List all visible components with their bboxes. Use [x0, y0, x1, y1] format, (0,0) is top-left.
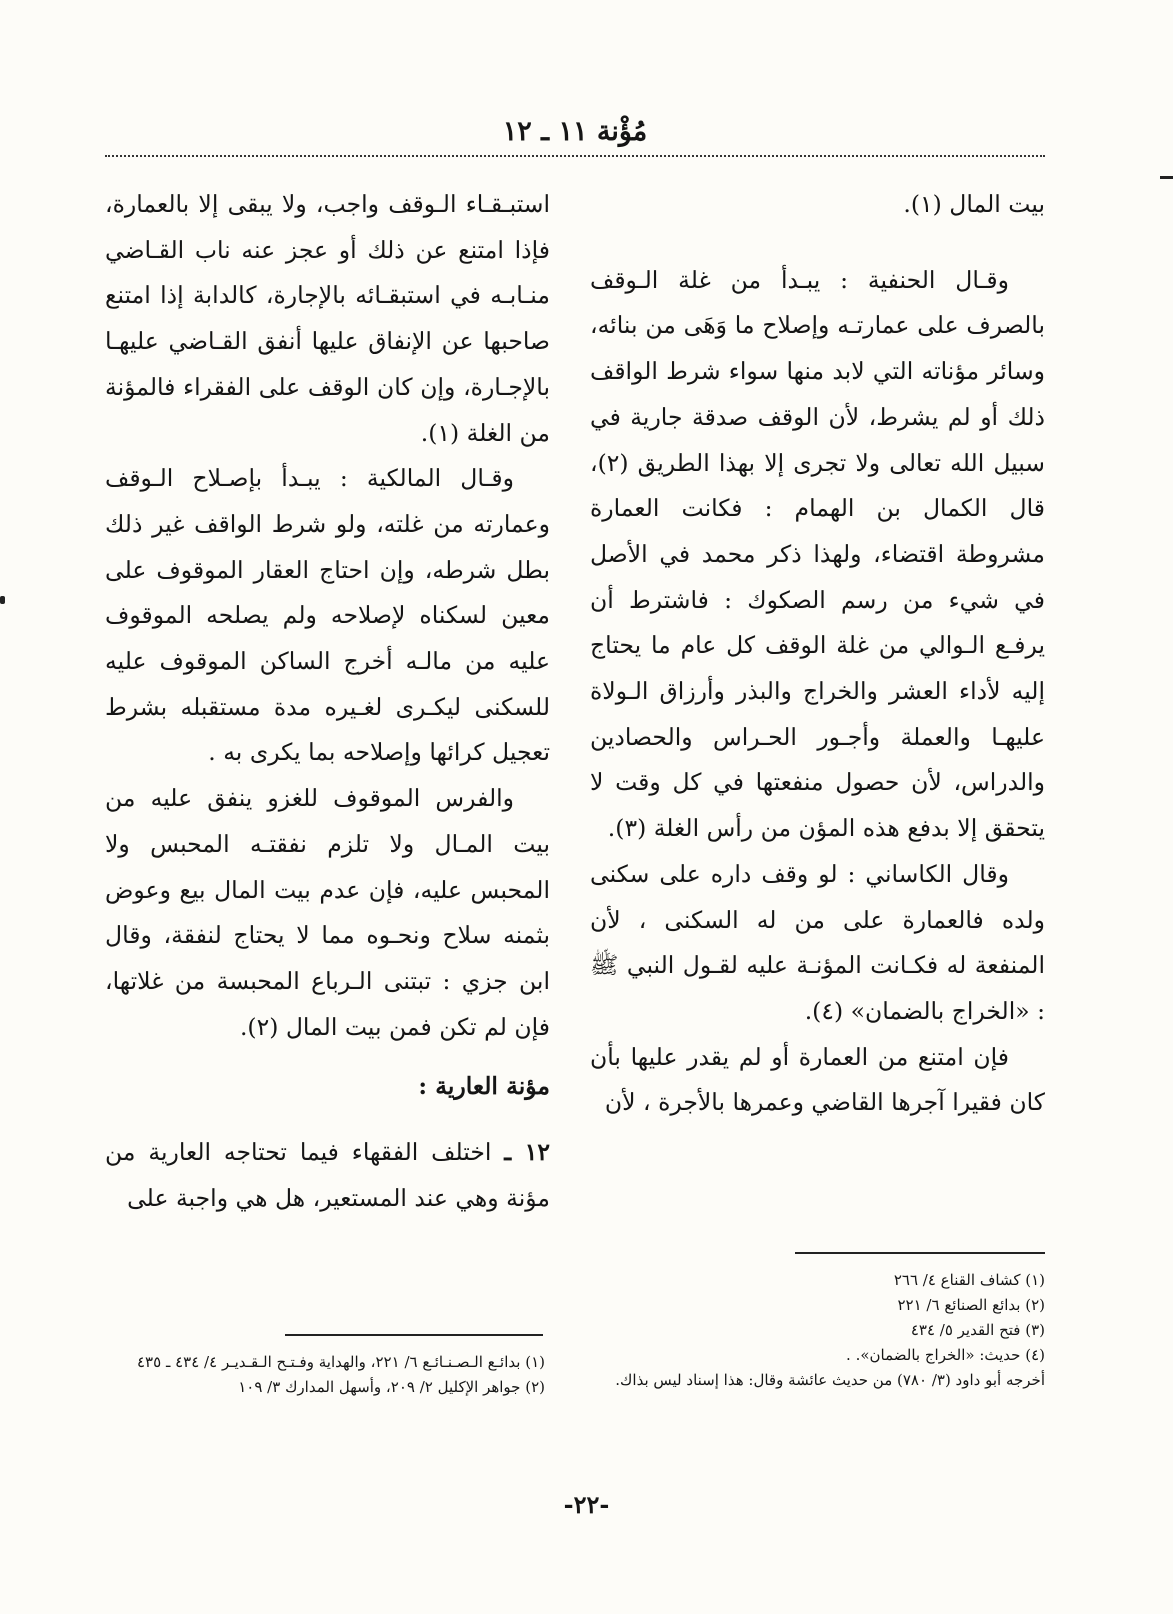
footnote: (١) كشاف القناع ٤/ ٢٦٦ [893, 1271, 1045, 1289]
section-heading: مؤنة العارية : [418, 1072, 550, 1101]
page-number: -٢٢- [563, 1490, 610, 1519]
paragraph: وقـال المالكية : يبـدأ بإصـلاح الـوقف وعمارته من غلته، ولو شرط الواقف غير ذلك بطل شرطه، وإن احتاج العقار الموقوف على معين لسكناه لإصلاحه ولم يصلحه الموقوف عليه من مالـه أخرج الساكن الموقوف عليه للسكنى ليكـرى لغـيره مدة مستقبله بشرط تعجيل كرائها وإصلاحه بما يكرى به . [105, 464, 550, 767]
header-dotted-rule [105, 155, 1045, 157]
paragraph: والفرس الموقوف للغزو ينفق عليه من بيت المـال ولا تلزم نفقتـه المحبس ولا المحبس عليه، فإن عدم بيت المال بيع وعوض بثمنه سلاح ونحـوه مما لا يحتاج لنفقة، وقال ابن جزي : تبتنى الـرباع المحبسة من غلاتها، فإن لم تكن فمن بيت المال (٢). [105, 784, 550, 1041]
footnote: (١) بدائـع الـصـنـائـع ٦/ ٢٢١، والهداية وفـتـح الـقـديـر ٤/ ٤٣٤ ـ ٤٣٥ [137, 1353, 545, 1371]
paragraph: استبـقـاء الـوقف واجب، ولا يبقى إلا بالعمارة، فإذا امتنع عن ذلك أو عجز عنه ناب القـاضي منـابـه في استبقـائه بالإجارة، كالدابة إذا امتنع صاحبها عن الإنفاق عليها أنفق القـاضي عليهـا بالإجـارة، وإن كان الوقف على الفقراء فالمؤنة من الغلة (١). [105, 190, 550, 447]
right-column [590, 182, 1045, 1126]
paragraph: وقال الكاساني : لو وقف داره على سكنى ولده فالعمارة على من له السكنى ، لأن المنفعة له فكـانت المؤنـة عليه لقـول النبي ﷺ : «الخراج بالضمان» (٤). [590, 859, 1045, 1025]
scan-edge-mark [0, 596, 5, 604]
section-text: اختلف الفقهاء فيما تحتاجه العارية من مؤنة وهي عند المستعير، هل هي واجبة على [105, 1138, 550, 1212]
footnote-separator [285, 1334, 543, 1336]
paragraph: بيت المال (١). [903, 190, 1045, 218]
page-header [105, 110, 1045, 160]
paragraph: وقـال الحنفية : يبـدأ من غلة الـوقف بالصرف على عمارتـه وإصلاح ما وَهَى من بنائه، وسائر مؤناته التي لابد منها سواء شرط الواقف ذلك أو لم يشرط، لأن الوقف صدقة جارية في سبيل الله تعالى ولا تجرى إلا بهذا الطريق (٢)، قال الكمال بن الهمام : فكانت العمارة مشروطة اقتضاء، ولهذا ذكر محمد في الأصل في شيء من رسم الصكوك : فاشترط أن يرفـع الـوالي من غلة الوقف كل عام ما يحتاج إليه لأداء العشر والخراج والبذر وأرزاق الـولاة عليهـا والعملة وأجـور الحـراس والحصادين والدراس، لأن حصول منفعتها في كل وقت لا يتحقق إلا بدفع هذه المؤن من رأس الغلة (٣). [590, 265, 1045, 843]
scan-edge-mark [1160, 176, 1173, 179]
footnote: أخرجه أبو داود (٣/ ٧٨٠) من حديث عائشة وقال: هذا إسناد ليس بذاك. [615, 1371, 1045, 1389]
footnote: (٤) حديث: «الخراج بالضمان». . [846, 1346, 1045, 1364]
left-column [105, 182, 550, 1221]
footnote: (٢) جواهر الإكليل ٢/ ٢٠٩، وأسهل المدارك ٣/ ١٠٩ [238, 1378, 545, 1396]
footnote-separator [795, 1252, 1045, 1254]
paragraph: فإن امتنع من العمارة أو لم يقدر عليها بأن كان فقيرا آجرها القاضي وعمرها بالأجرة ، لأن [590, 1042, 1045, 1117]
running-title: مُؤْنة ١١ ـ ١٢ [502, 116, 648, 147]
footnote: (٣) فتح القدير ٥/ ٤٣٤ [910, 1321, 1045, 1339]
footnotes-right [590, 1268, 1045, 1393]
footnotes-left [105, 1350, 545, 1400]
numbered-paragraph [105, 1130, 550, 1221]
section-number: ١٢ ـ [504, 1138, 550, 1167]
footnote: (٢) بدائع الصنائع ٦/ ٢٢١ [897, 1296, 1045, 1314]
